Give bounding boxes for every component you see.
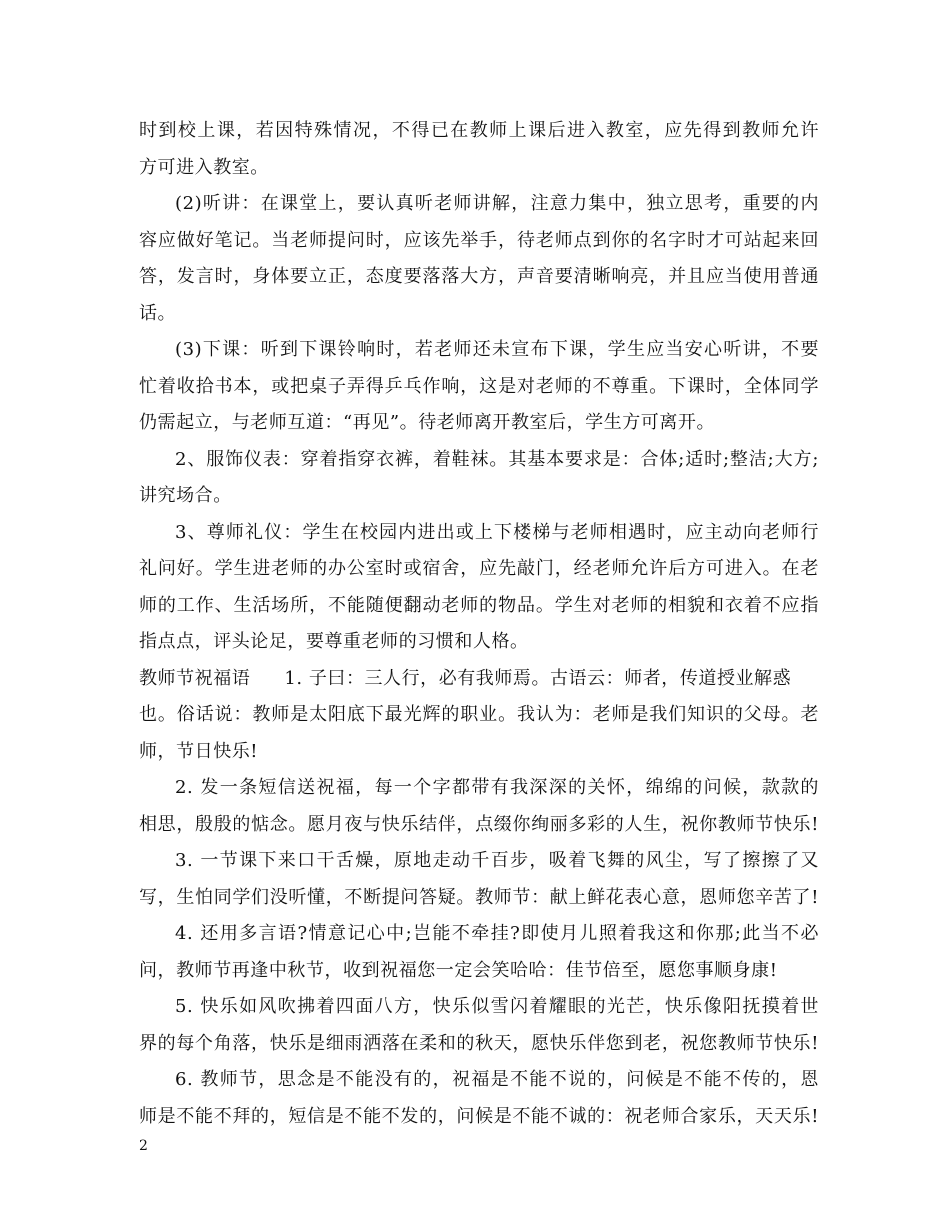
text-line: (3)下课：听到下课铃响时，若老师还未宣布下课，学生应当安心听讲，不要 (175, 339, 819, 360)
text-line: 问，教师节再逢中秋节，收到祝福您一定会笑哈哈：佳节倍至，愿您事顺身康! (139, 959, 778, 981)
text-line: 3、尊师礼仪：学生在校园内进出或上下楼梯与老师相遇时，应主动向老师行 (175, 521, 819, 543)
text-line: 容应做好笔记。当老师提问时，应该先举手，待老师点到你的名字时才可站起来回 (139, 229, 819, 251)
text-line: 方可进入教室。 (139, 156, 269, 178)
text-line: 也。俗话说：教师是太阳底下最光辉的职业。我认为：老师是我们知识的父母。老 (139, 704, 819, 725)
etiquette-section (139, 113, 819, 661)
text-line: 忙着收拾书本，或把桌子弄得乒乓作响，这是对老师的不尊重。下课时，全体同学 (139, 375, 819, 397)
text-line: (2)听讲：在课堂上，要认真听老师讲解，注意力集中，独立思考，重要的内 (175, 193, 819, 214)
text-line: 礼问好。学生进老师的办公室时或宿舍，应先敲门，经老师允许后方可进入。在老 (139, 558, 819, 579)
text-line: 4. 还用多言语?情意记心中;岂能不牵挂?即使月儿照着我这和你那;此当不必 (175, 923, 819, 944)
text-line: 话。 (139, 302, 177, 324)
wishes-heading-row (139, 661, 819, 698)
text-line: 2、服饰仪表：穿着指穿衣裤，着鞋袜。其基本要求是：合体;适时;整洁;大方; (175, 448, 819, 470)
text-line: 3. 一节课下来口干舌燥，原地走动千百步，吸着飞舞的风尘，写了擦擦了又 (175, 850, 819, 871)
text-line: 师，节日快乐! (139, 740, 259, 762)
text-line: 答，发言时，身体要立正，态度要落落大方，声音要清晰响亮，并且应当使用普通 (139, 266, 819, 287)
document-body (139, 113, 819, 1135)
text-line: 仍需起立，与老师互道：“再见”。待老师离开教室后，学生方可离开。 (139, 412, 716, 433)
text-line: 相思，殷殷的惦念。愿月夜与快乐结伴，点缀你绚丽多彩的人生，祝你教师节快乐! (139, 813, 819, 835)
text-line: 写，生怕同学们没听懂，不断提问答疑。教师节：献上鲜花表心意，恩师您辛苦了! (139, 886, 819, 908)
wishes-section (139, 697, 819, 1135)
text-line: 指点点，评头论足，要尊重老师的习惯和人格。 (139, 631, 529, 652)
wish-1-first-line: 1. 子曰：三人行，必有我师焉。古语云：师者，传道授业解惑 (284, 667, 792, 689)
text-line: 师的工作、生活场所，不能随便翻动老师的物品。学生对老师的相貌和衣着不应指 (139, 594, 819, 616)
page-number: 2 (139, 1138, 148, 1154)
text-line: 讲究场合。 (139, 485, 232, 506)
text-line: 时到校上课，若因特殊情况，不得已在教师上课后进入教室，应先得到教师允许 (139, 120, 819, 141)
text-line: 界的每个角落，快乐是细雨洒落在柔和的秋天，愿快乐伴您到老，祝您教师节快乐! (139, 1032, 819, 1054)
text-line: 5. 快乐如风吹拂着四面八方，快乐似雪闪着耀眼的光芒，快乐像阳抚摸着世 (175, 996, 819, 1017)
text-line: 6. 教师节，思念是不能没有的，祝福是不能不说的，问候是不能不传的，恩 (175, 1069, 819, 1090)
wishes-heading-title: 教师节祝福语 (139, 667, 251, 689)
text-line: 2. 发一条短信送祝福，每一个字都带有我深深的关怀，绵绵的问候，款款的 (175, 777, 819, 798)
text-line: 师是不能不拜的，短信是不能不发的，问候是不能不诚的：祝老师合家乐，天天乐! (139, 1105, 819, 1127)
